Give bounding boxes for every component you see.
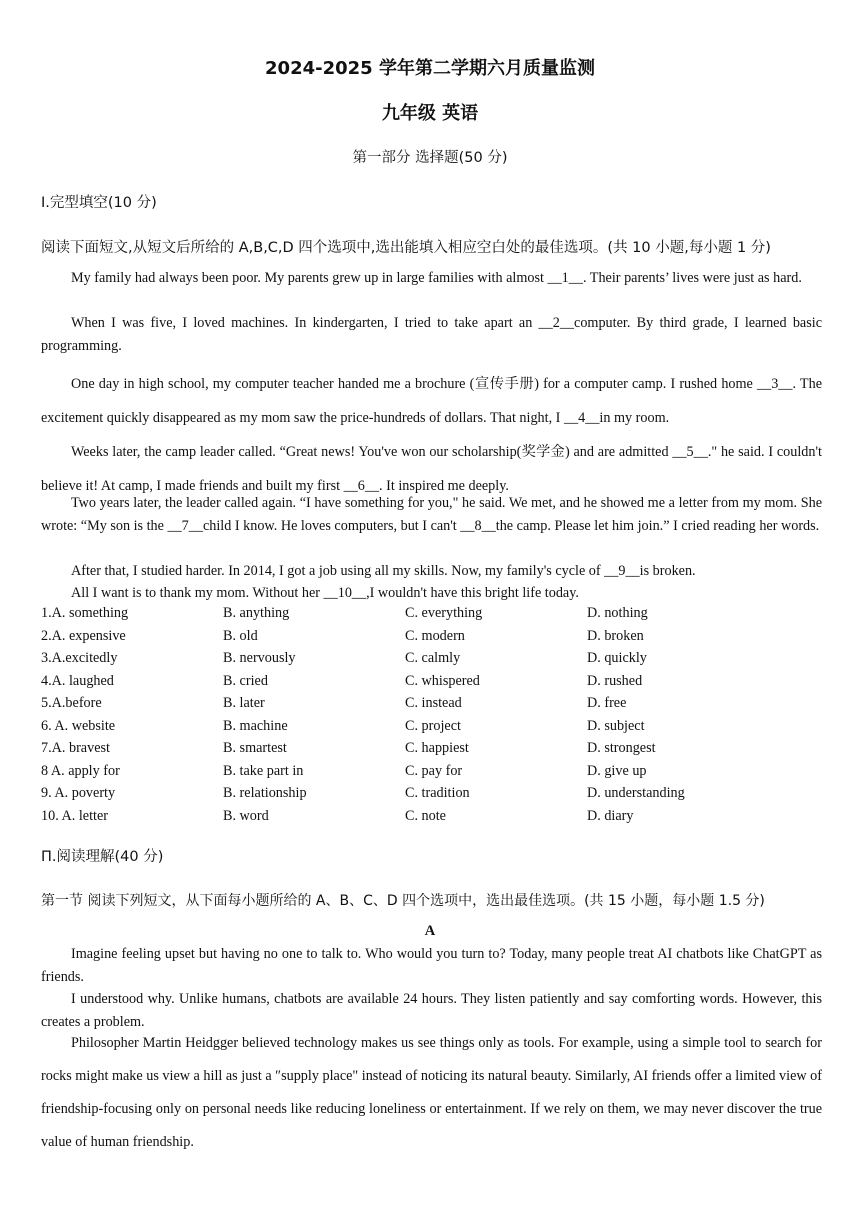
option-c: C. calmly — [405, 650, 461, 666]
option-a: 2.A. expensive — [41, 628, 126, 644]
option-c: C. modern — [405, 628, 465, 644]
option-c: C. whispered — [405, 673, 480, 689]
option-c: C. tradition — [405, 785, 470, 801]
cloze-paragraph-2 — [41, 312, 822, 357]
option-a: 3.A.excitedly — [41, 650, 118, 666]
paragraph-text: After that, I studied harder. In 2014, I got a job using all my skills. Now, my family's cycle of __9__is broken. — [71, 563, 696, 579]
cloze-paragraph-7 — [41, 582, 822, 605]
option-d: D. free — [587, 695, 627, 711]
option-d: D. diary — [587, 808, 634, 824]
option-a: 6. A. website — [41, 718, 116, 734]
option-c: C. pay for — [405, 763, 463, 779]
option-b: B. machine — [223, 718, 288, 734]
option-c: C. project — [405, 718, 461, 734]
option-d: D. give up — [587, 763, 647, 779]
part-heading: 第一部分 选择题(50 分) — [352, 150, 508, 166]
paragraph-text: When I was five, I loved machines. In kindergarten, I tried to take apart an __2__computer. By third grade, I learned basic programming. — [41, 315, 822, 354]
cloze-paragraph-6 — [41, 560, 822, 583]
paragraph-text: Weeks later, the camp leader called. “Great news! You've won our scholarship(奖学金) and are admitted __5__." he said. I couldn't believe it! At camp, I made friends and built my first __6__. It inspired me deeply. — [41, 444, 822, 494]
option-b: B. smartest — [223, 740, 287, 756]
option-b: B. take part in — [223, 763, 304, 779]
option-d: D. understanding — [587, 785, 685, 801]
option-b: B. word — [223, 808, 269, 824]
passage-label: A — [424, 923, 436, 939]
exam-title: 2024-2025 学年第二学期六月质量监测 — [265, 58, 595, 79]
cloze-paragraph-3 — [41, 367, 822, 435]
option-d: D. nothing — [587, 605, 648, 621]
option-c: C. happiest — [405, 740, 469, 756]
paragraph-text: Philosopher Martin Heidgger believed technology makes us see things only as tools. For example, using a simple tool to search for rocks might make us view a hill as just a ″supply place" instead of noticing its natural beauty. Similarly, AI friends offer a limited view of friendship-focusing only on personal needs like reducing loneliness or entertainment. If we rely on them, we may never discover the true value of human friendship. — [41, 1035, 822, 1150]
paragraph-text: One day in high school, my computer teacher handed me a brochure (宣传手册) for a computer camp. I rushed home __3__. The excitement quickly disappeared as my mom saw the price-hundreds of dollars. That night, I __4__in my room. — [41, 376, 822, 426]
option-b: B. cried — [223, 673, 268, 689]
option-d: D. strongest — [587, 740, 656, 756]
section1-instruction: 阅读下面短文,从短文后所给的 A,B,C,D 四个选项中,选出能填入相应空白处的最佳选项。(共 10 小题,每小题 1 分) — [41, 240, 771, 256]
option-a: 7.A. bravest — [41, 740, 110, 756]
cloze-paragraph-5 — [41, 492, 822, 537]
option-b: B. old — [223, 628, 258, 644]
option-d: D. quickly — [587, 650, 647, 666]
option-c: C. everything — [405, 605, 483, 621]
option-d: D. subject — [587, 718, 645, 734]
section2-heading: Π.阅读理解(40 分) — [41, 849, 164, 865]
paragraph-text: Two years later, the leader called again. “I have something for you," he said. We met, and he showed me a letter from my mom. She wrote: “My son is the __7__child I know. He loves computers, but I can't __8__the camp. Please let him join.” I cried reading her words. — [41, 495, 822, 534]
paragraph-text: I understood why. Unlike humans, chatbots are available 24 hours. They listen patiently and say comforting words. However, this creates a problem. — [41, 991, 822, 1030]
option-c: C. instead — [405, 695, 462, 711]
option-d: D. rushed — [587, 673, 643, 689]
option-a: 4.A. laughed — [41, 673, 114, 689]
paragraph-text: My family had always been poor. My parents grew up in large families with almost __1__. Their parents’ lives were just as hard. — [71, 270, 802, 286]
reading-paragraph-1 — [41, 943, 822, 988]
option-a: 1.A. something — [41, 605, 129, 621]
exam-subtitle: 九年级 英语 — [381, 103, 479, 124]
section2-instruction: 第一节 阅读下列短文，从下面每小题所给的 A、B、C、D 四个选项中，选出最佳选项。(共 15 小题，每小题 1.5 分) — [41, 893, 765, 909]
option-a: 10. A. letter — [41, 808, 108, 824]
reading-paragraph-3 — [41, 1027, 822, 1159]
option-a: 9. A. poverty — [41, 785, 116, 801]
option-d: D. broken — [587, 628, 644, 644]
option-c: C. note — [405, 808, 446, 824]
paragraph-text: Imagine feeling upset but having no one to talk to. Who would you turn to? Today, many people treat AI chatbots like ChatGPT as friends. — [41, 946, 822, 985]
cloze-paragraph-1 — [41, 267, 822, 290]
paragraph-text: All I want is to thank my mom. Without her __10__,I wouldn't have this bright life today. — [71, 585, 579, 601]
option-b: B. nervously — [223, 650, 296, 666]
option-a: 5.A.before — [41, 695, 102, 711]
section1-heading: I.完型填空(10 分) — [41, 195, 157, 211]
option-a: 8 A. apply for — [41, 763, 120, 779]
option-b: B. anything — [223, 605, 290, 621]
option-b: B. later — [223, 695, 265, 711]
option-b: B. relationship — [223, 785, 307, 801]
